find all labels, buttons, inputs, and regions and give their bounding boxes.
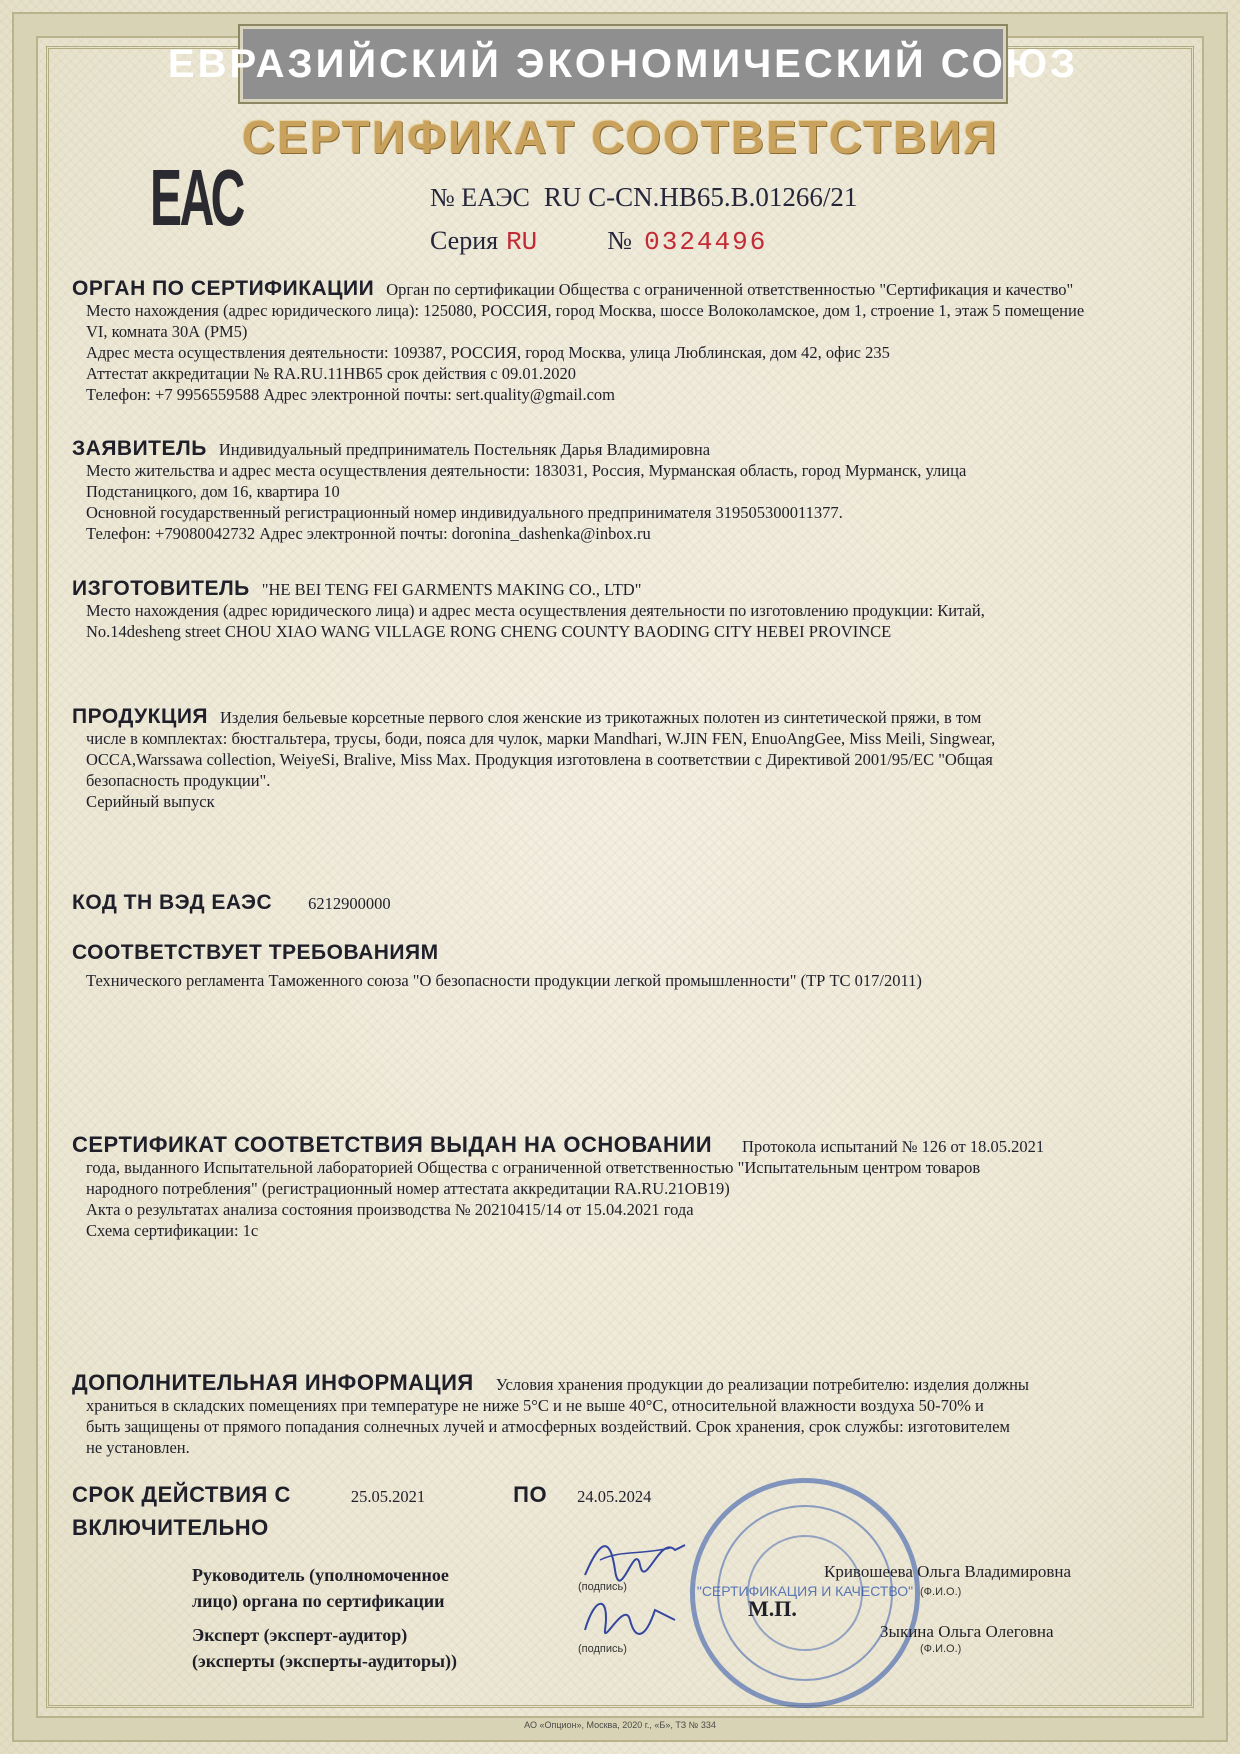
head-signature-label	[192, 1562, 449, 1614]
tnved-code: 6212900000	[308, 894, 391, 913]
manufacturer-address: Место нахождения (адрес юридического лица) и адрес места осуществления деятельности по изготовлению продукции: Китай,	[86, 601, 985, 620]
expert-signature-label	[192, 1622, 457, 1674]
printer-imprint: АО «Опцион», Москва, 2020 г., «Б», ТЗ № 334	[524, 1720, 716, 1730]
validity-inclusive: ВКЛЮЧИТЕЛЬНО	[72, 1515, 269, 1540]
certificate-number-line	[430, 182, 857, 213]
section-applicant	[72, 438, 1172, 544]
basis-line-4: Акта о результатах анализа состояния производства № 20210415/14 от 15.04.2021 года	[86, 1200, 694, 1219]
head-name: Кривошеева Ольга Владимировна	[824, 1562, 1072, 1581]
certificate-title: СЕРТИФИКАТ СООТВЕТСТВИЯ	[241, 111, 999, 163]
basis-heading: СЕРТИФИКАТ СООТВЕТСТВИЯ ВЫДАН НА ОСНОВАНИИ	[72, 1132, 713, 1157]
expert-label-line-2: (эксперты (эксперты-аудиторы))	[192, 1651, 458, 1671]
product-line-2: числе в комплектах: бюстгальтера, трусы, боди, пояса для чулок, марки Mandhari, W.JIN FEN, EnuoAngGee, Miss Meili, Singwear,	[86, 729, 996, 748]
applicant-ogrn: Основной государственный регистрационный номер индивидуального предпринимателя 319505300011377.	[86, 503, 843, 522]
eac-logo-text: ЕАС	[150, 153, 243, 242]
applicant-contacts: Телефон: +79080042732 Адрес электронной почты: doronina_dashenka@inbox.ru	[86, 524, 651, 543]
additional-line-4: не установлен.	[86, 1438, 190, 1457]
union-banner: ЕВРАЗИЙСКИЙ ЭКОНОМИЧЕСКИЙ СОЮЗ	[240, 26, 1006, 102]
product-heading: ПРОДУКЦИЯ	[72, 705, 209, 728]
series-value: RU	[506, 227, 538, 257]
section-manufacturer	[72, 578, 1172, 642]
validity-to: 24.05.2024	[577, 1487, 652, 1506]
section-product	[72, 706, 1172, 812]
seal-text: "СЕРТИФИКАЦИЯ И КАЧЕСТВО"	[696, 1583, 914, 1599]
additional-line-2: храниться в складских помещениях при температуре не ниже 5°С и не выше 40°С, относительной влажности воздуха 50-70% и	[86, 1396, 984, 1415]
tnved-heading: КОД ТН ВЭД ЕАЭС	[72, 891, 273, 914]
product-line-1: Изделия бельевые корсетные первого слоя женские из трикотажных полотен из синтетической пряжи, в том	[220, 708, 982, 727]
certificate-number: RU C-CN.HB65.B.01266/21	[543, 182, 858, 212]
expert-sign-caption: (подпись)	[578, 1643, 627, 1655]
organ-name: Орган по сертификации Общества с ограниченной ответственностью "Сертификация и качество"	[386, 280, 1074, 299]
organ-activity-address: Адрес места осуществления деятельности: 109387, РОССИЯ, город Москва, улица Люблинская, дом 42, офис 235	[86, 343, 890, 362]
organ-accreditation: Аттестат аккредитации № RA.RU.11HB65 срок действия с 09.01.2020	[86, 364, 576, 383]
manufacturer-heading: ИЗГОТОВИТЕЛЬ	[72, 577, 250, 600]
seal-stamp	[690, 1478, 920, 1708]
basis-line-3: народного потребления" (регистрационный номер аттестата аккредитации RA.RU.21OB19)	[86, 1179, 730, 1198]
eac-logo	[150, 153, 243, 242]
head-label-line-1: Руководитель (уполномоченное	[192, 1565, 449, 1585]
validity-to-label: ПО	[513, 1482, 548, 1507]
section-tnved	[72, 892, 1172, 914]
number-label: № ЕАЭС	[430, 183, 530, 212]
series-line	[430, 226, 767, 257]
product-line-4: безопасность продукции".	[86, 771, 271, 790]
applicant-address-cont: Подстаницкого, дом 16, квартира 10	[86, 482, 340, 501]
manufacturer-name: "HE BEI TENG FEI GARMENTS MAKING CO., LTD"	[261, 580, 642, 599]
applicant-heading: ЗАЯВИТЕЛЬ	[72, 437, 207, 460]
form-number-label: №	[607, 226, 633, 255]
additional-heading: ДОПОЛНИТЕЛЬНАЯ ИНФОРМАЦИЯ	[72, 1370, 474, 1395]
product-serial: Серийный выпуск	[86, 792, 215, 811]
basis-line-5: Схема сертификации: 1с	[86, 1221, 259, 1240]
section-conforms	[72, 942, 1172, 991]
validity-from: 25.05.2021	[350, 1487, 426, 1506]
basis-line-1: Протокола испытаний № 126 от 18.05.2021	[742, 1137, 1045, 1156]
validity-from-label: СРОК ДЕЙСТВИЯ С	[72, 1482, 291, 1507]
conforms-text: Технического регламента Таможенного союза "О безопасности продукции легкой промышленности" (ТР ТС 017/2011)	[86, 971, 922, 990]
organ-heading: ОРГАН ПО СЕРТИФИКАЦИИ	[72, 277, 375, 300]
organ-address: Место нахождения (адрес юридического лица): 125080, РОССИЯ, город Москва, шоссе Волоколамское, дом 1, строение 1, этаж 5 помещение	[86, 301, 1085, 320]
section-additional	[72, 1372, 1172, 1458]
applicant-address: Место жительства и адрес места осуществления деятельности: 183031, Россия, Мурманская область, город Мурманск, улица	[86, 461, 967, 480]
organ-contacts: Телефон: +7 9956559588 Адрес электронной почты: sert.quality@gmail.com	[86, 385, 616, 404]
expert-signature-icon	[575, 1590, 685, 1650]
organ-address-cont: VI, комната 30А (РМ5)	[86, 322, 248, 341]
additional-line-1: Условия хранения продукции до реализации потребителю: изделия должны	[495, 1375, 1030, 1394]
basis-line-2: года, выданного Испытательной лабораторией Общества с ограниченной ответственностью "Испытательным центром товаров	[86, 1158, 981, 1177]
product-line-3: OCCA,Warssawa collection, WeiyeSi, Bralive, Miss Max. Продукция изготовлена в соответствии с Директивой 2001/95/ЕС "Общая	[86, 750, 993, 769]
head-label-line-2: лицо) органа по сертификации	[192, 1591, 445, 1611]
expert-label-line-1: Эксперт (эксперт-аудитор)	[192, 1625, 408, 1645]
form-number: 0324496	[644, 227, 768, 257]
section-organ	[72, 278, 1172, 405]
series-label: Серия	[430, 226, 499, 255]
applicant-name: Индивидуальный предприниматель Постельняк Дарья Владимировна	[218, 440, 711, 459]
additional-line-3: быть защищены от прямого попадания солнечных лучей и атмосферных воздействий. Срок хранения, срок службы: изготовителем	[86, 1417, 1010, 1436]
seal-place-label: М.П.	[748, 1596, 797, 1621]
section-basis	[72, 1134, 1172, 1241]
conforms-heading: СООТВЕТСТВУЕТ ТРЕБОВАНИЯМ	[72, 941, 439, 964]
expert-name: Зыкина Ольга Олеговна	[880, 1622, 1054, 1641]
head-fio-caption: (Ф.И.О.)	[920, 1586, 962, 1598]
head-sign-caption: (подпись)	[578, 1581, 627, 1593]
manufacturer-address-cont: No.14desheng street CHOU XIAO WANG VILLAGE RONG CHENG COUNTY BAODING CITY HEBEI PROVINCE	[86, 622, 892, 641]
expert-fio-caption: (Ф.И.О.)	[920, 1643, 962, 1655]
